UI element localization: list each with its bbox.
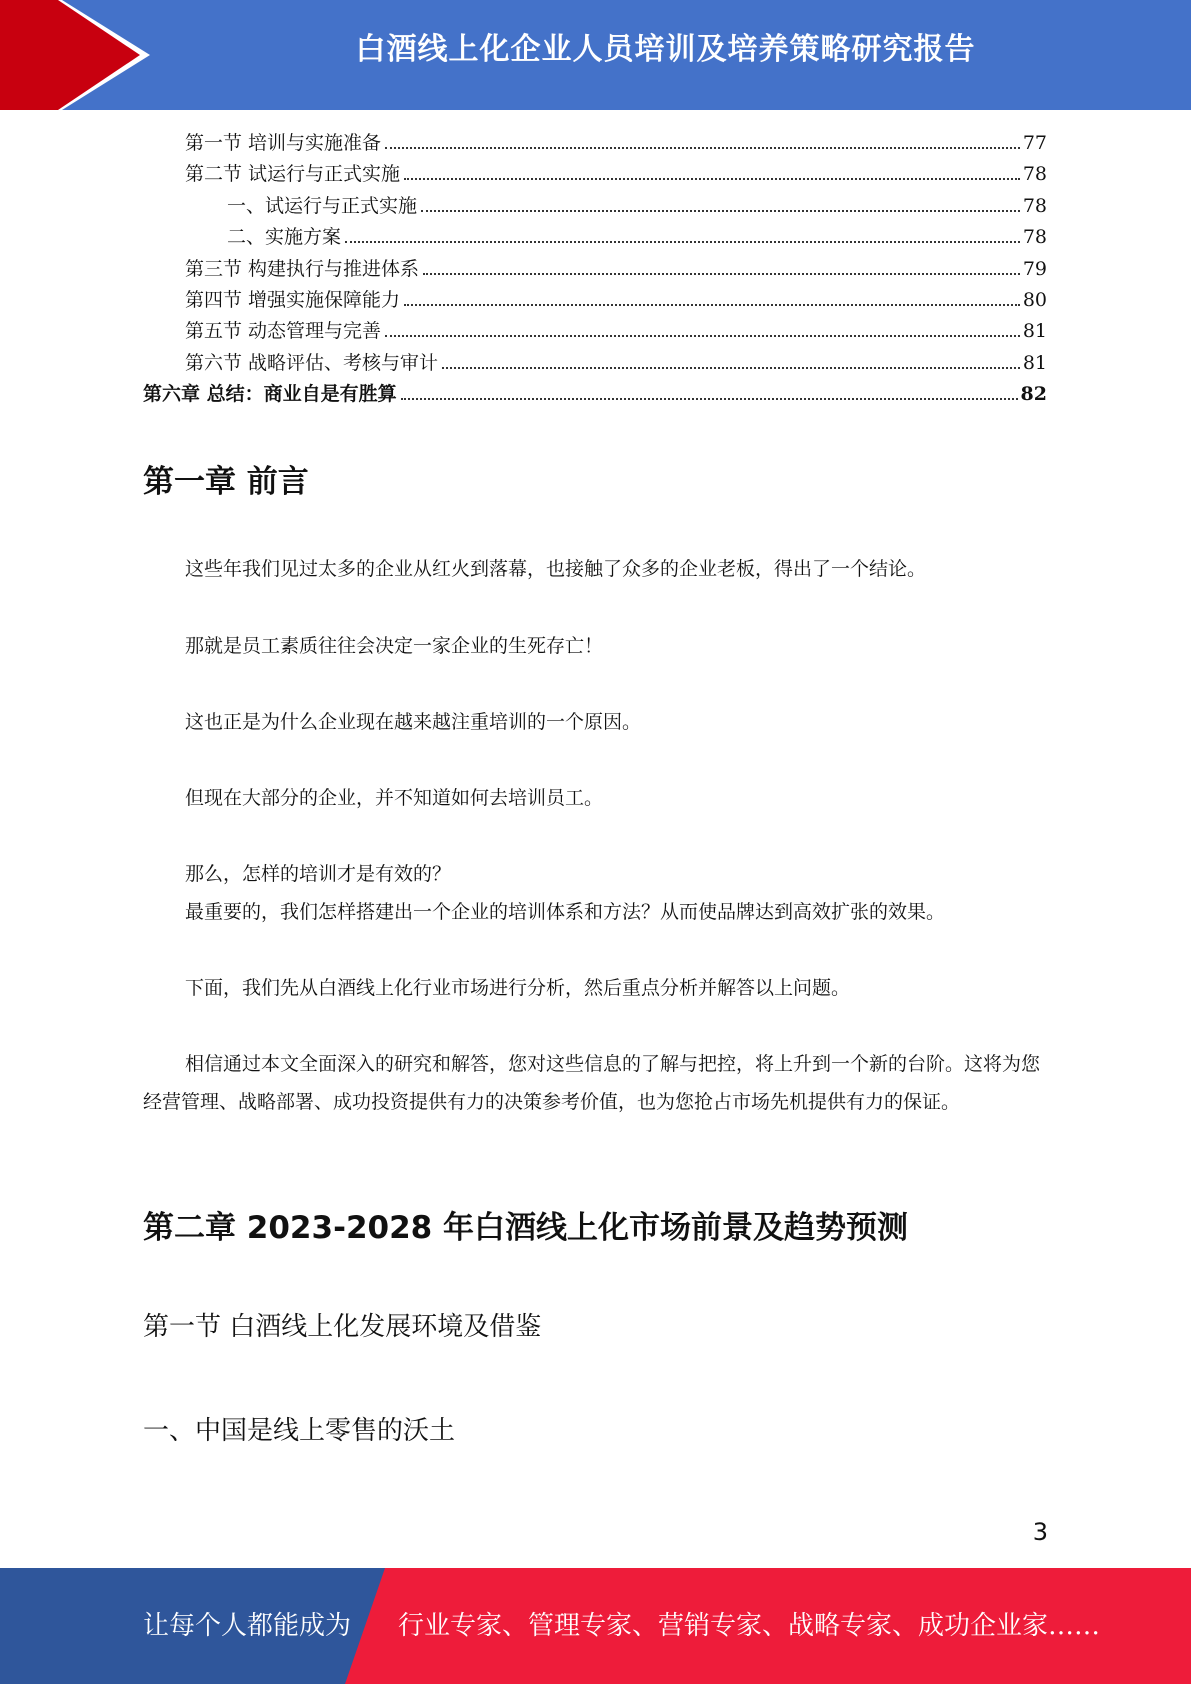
section-heading: 第一节 白酒线上化发展环境及借鉴	[143, 1312, 542, 1342]
toc-entry-title: 二、实施方案	[227, 226, 342, 249]
toc-entry-page: 78	[1022, 163, 1047, 186]
paragraph: 但现在大部分的企业，并不知道如何去培训员工。	[185, 787, 604, 809]
toc-entry-page: 82	[1020, 383, 1047, 406]
toc-entry-chapter[interactable]	[143, 379, 1047, 410]
toc-entry[interactable]	[143, 348, 1047, 379]
toc-leader	[442, 367, 1020, 369]
toc-leader	[385, 147, 1020, 149]
toc-entry[interactable]	[143, 222, 1047, 253]
page-number: 3	[1032, 1518, 1048, 1546]
toc-entry-title: 第六章 总结：商业自是有胜算	[143, 383, 397, 406]
toc-leader	[345, 241, 1020, 243]
toc-entry[interactable]	[143, 159, 1047, 190]
toc-entry-page: 77	[1022, 132, 1047, 154]
header-red-arrow	[0, 0, 150, 110]
page-header	[0, 0, 1191, 110]
paragraph: 相信通过本文全面深入的研究和解答，您对这些信息的了解与把控，将上升到一个新的台阶。这将为您经营管理、战略部署、成功投资提供有力的决策参考价值，也为您抢占市场先机提供有力的保证。	[143, 1053, 1041, 1113]
toc-entry-page: 80	[1022, 288, 1047, 311]
toc-entry-title: 一、试运行与正式实施	[227, 194, 418, 217]
toc-leader	[404, 304, 1020, 306]
paragraph: 那就是员工素质往往会决定一家企业的生死存亡！	[185, 635, 604, 657]
paragraph: 那么，怎样的培训才是有效的？	[185, 863, 452, 885]
toc-leader	[404, 178, 1020, 180]
toc-entry-title: 第四节 增强实施保障能力	[185, 288, 401, 311]
toc-entry-page: 81	[1022, 320, 1047, 343]
paragraph: 这也正是为什么企业现在越来越注重培训的一个原因。	[185, 711, 642, 733]
toc-entry[interactable]	[143, 191, 1047, 222]
header-title: 白酒线上化企业人员培训及培养策略研究报告	[355, 32, 976, 67]
toc-entry[interactable]	[143, 128, 1047, 159]
paragraph: 这些年我们见过太多的企业从红火到落幕，也接触了众多的企业老板，得出了一个结论。	[185, 558, 927, 580]
chapter1-heading: 第一章 前言	[143, 464, 309, 500]
toc-entry[interactable]	[143, 285, 1047, 316]
toc-leader	[421, 210, 1020, 212]
toc-leader	[423, 273, 1020, 275]
toc-entry-page: 78	[1022, 226, 1047, 249]
toc-entry[interactable]	[143, 254, 1047, 285]
toc-entry-title: 第六节 战略评估、考核与审计	[185, 351, 439, 374]
table-of-contents	[143, 128, 1047, 411]
toc-leader	[385, 335, 1020, 337]
toc-entry[interactable]	[143, 316, 1047, 347]
toc-entry-title: 第二节 试运行与正式实施	[185, 163, 401, 186]
paragraph: 下面，我们先从白酒线上化行业市场进行分析，然后重点分析并解答以上问题。	[185, 977, 851, 999]
subsection-heading: 一、中国是线上零售的沃土	[143, 1416, 456, 1446]
page-footer	[0, 1568, 1191, 1684]
toc-entry-page: 79	[1022, 257, 1047, 280]
footer-slogan-right: 行业专家、管理专家、营销专家、战略专家、成功企业家……	[398, 1611, 1101, 1641]
toc-entry-title: 第一节 培训与实施准备	[185, 132, 382, 154]
toc-leader	[401, 398, 1018, 400]
toc-entry-title: 第五节 动态管理与完善	[185, 320, 382, 343]
paragraph: 最重要的，我们怎样搭建出一个企业的培训体系和方法？从而使品牌达到高效扩张的效果。	[185, 901, 946, 923]
footer-slogan-left: 让每个人都能成为	[143, 1611, 352, 1641]
chapter2-heading: 第二章 2023-2028 年白酒线上化市场前景及趋势预测	[143, 1210, 909, 1246]
toc-entry-page: 78	[1022, 194, 1047, 217]
toc-entry-page: 81	[1022, 351, 1047, 374]
toc-entry-title: 第三节 构建执行与推进体系	[185, 257, 420, 280]
